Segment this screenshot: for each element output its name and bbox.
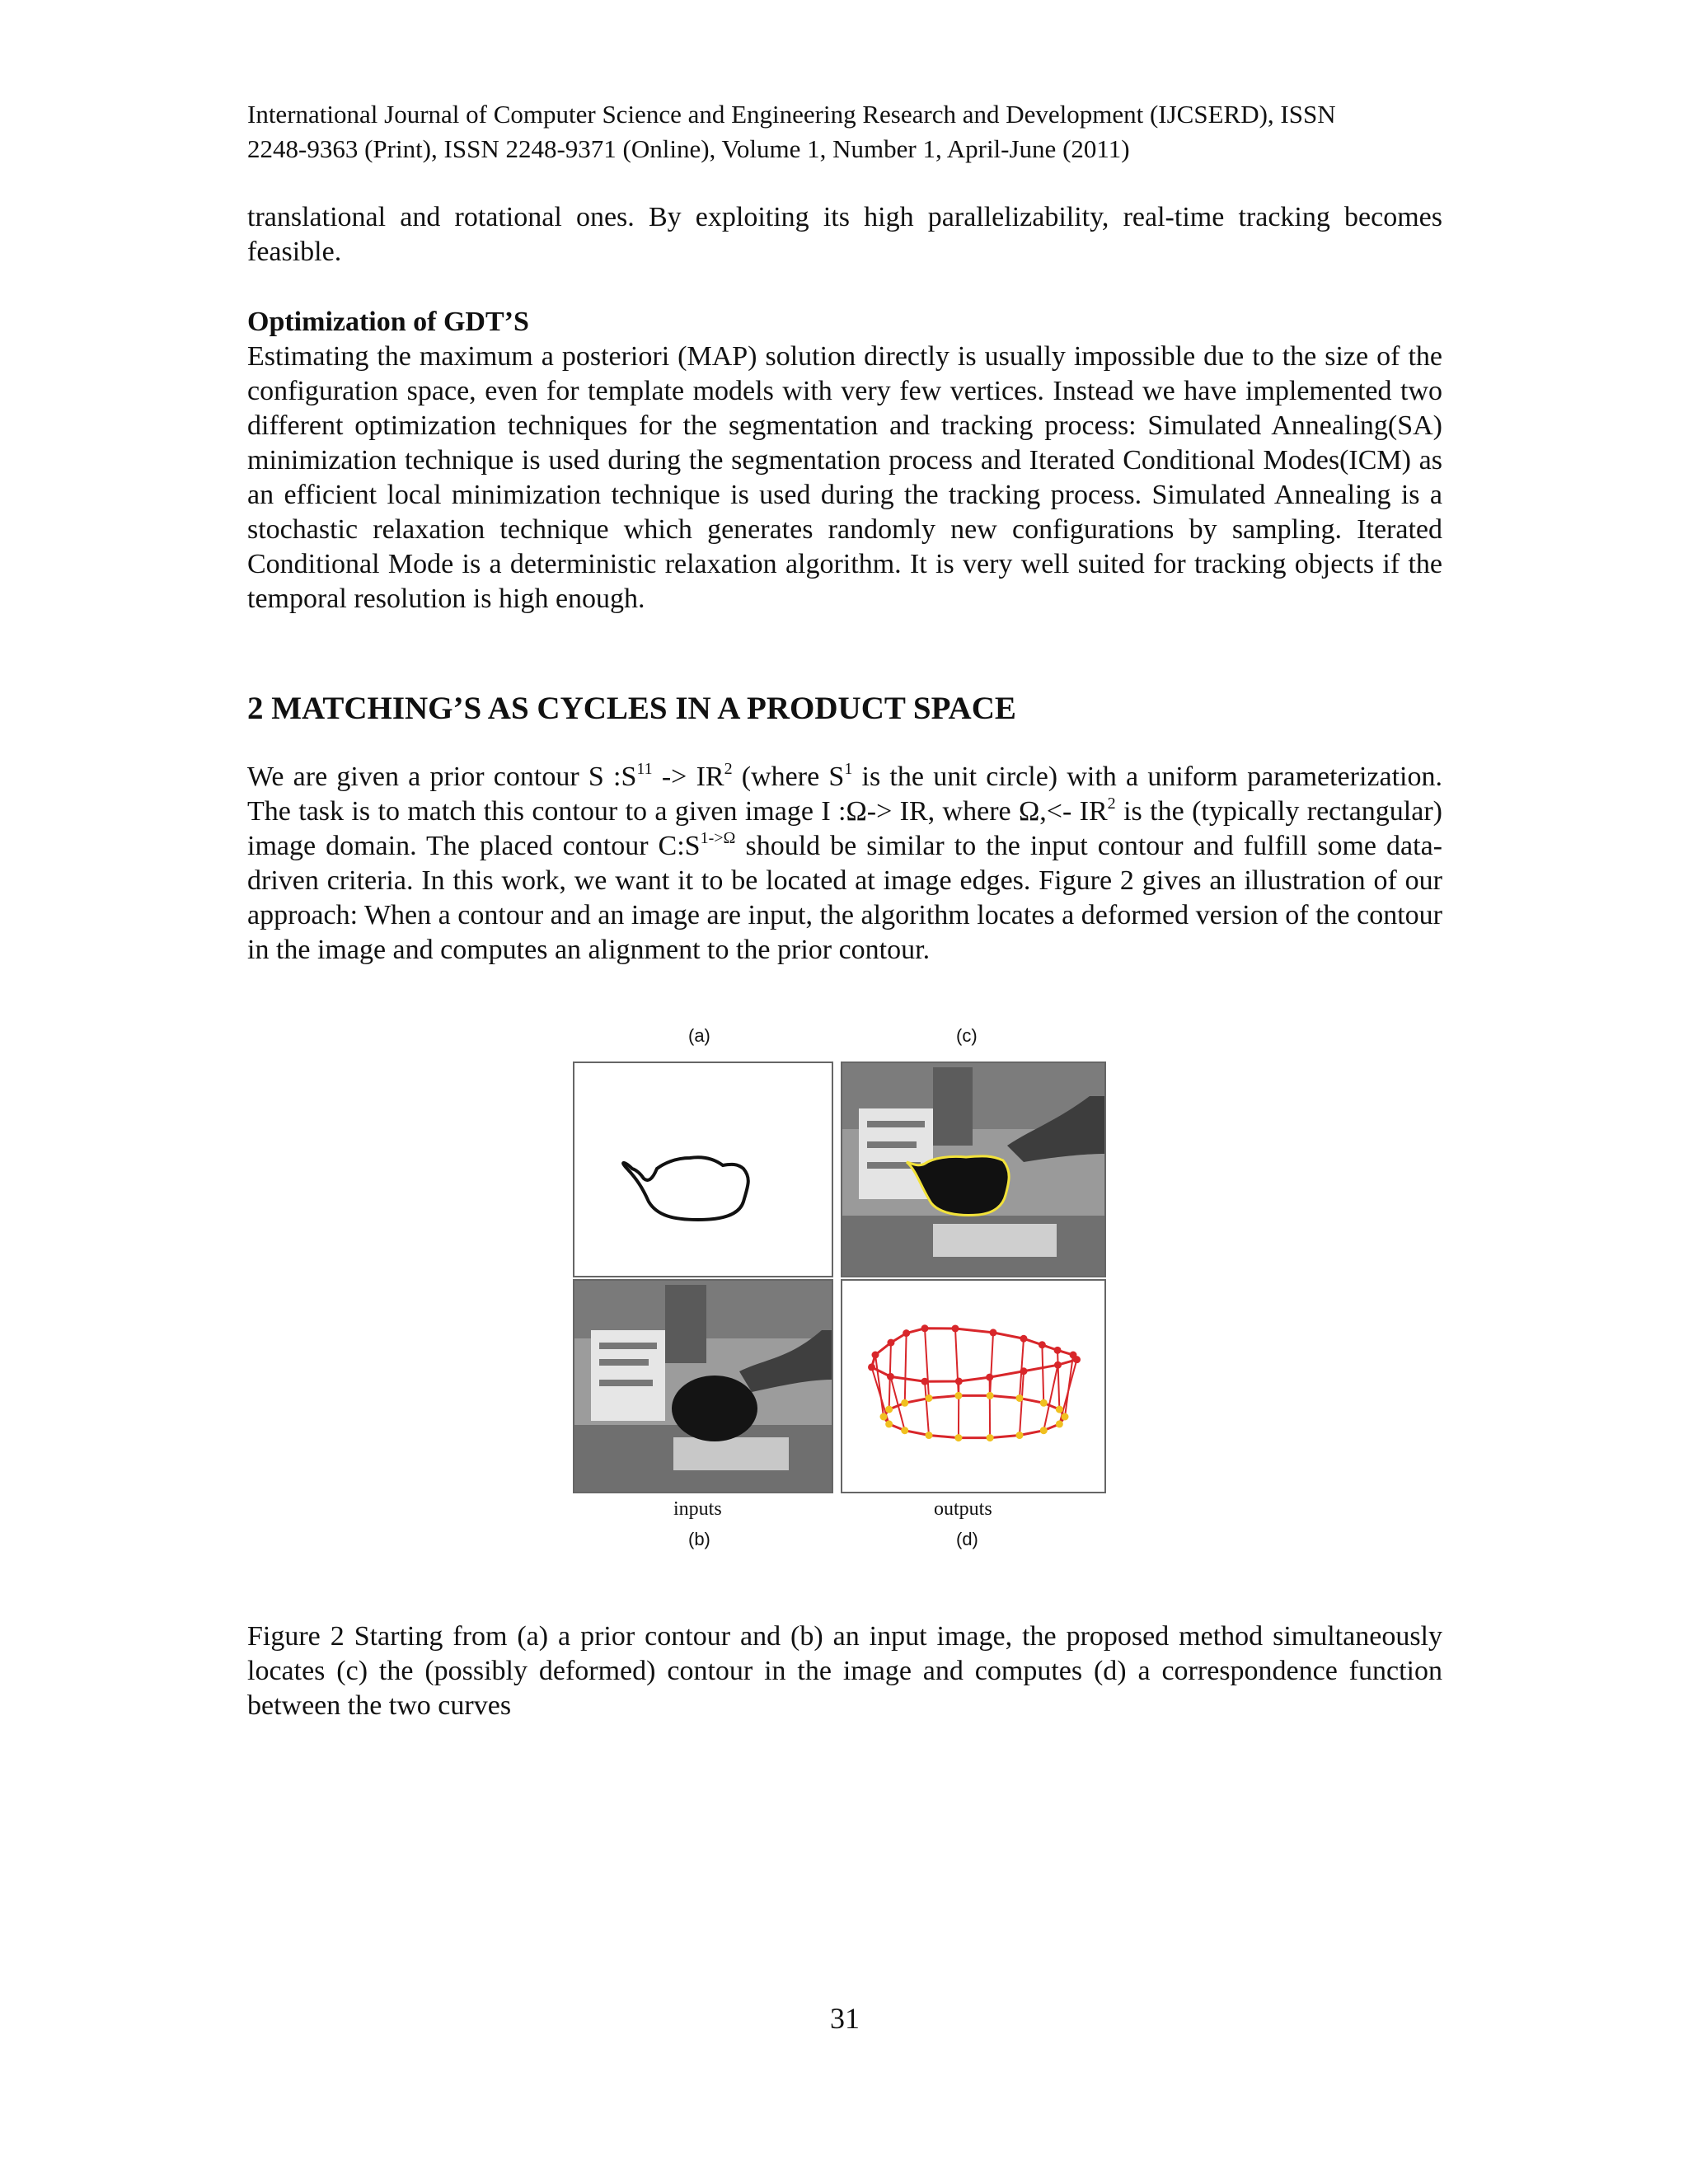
text-run: (where S bbox=[732, 762, 845, 792]
correspondence-line bbox=[1043, 1365, 1057, 1431]
correspondence-point bbox=[1039, 1341, 1046, 1348]
correspondence-point bbox=[1073, 1356, 1081, 1363]
panel-c-located-contour bbox=[841, 1062, 1106, 1277]
correspondence-point bbox=[872, 1352, 879, 1359]
journal-header bbox=[247, 97, 1442, 166]
correspondence-point bbox=[887, 1373, 894, 1380]
correspondence-point bbox=[926, 1432, 933, 1439]
figure-2 bbox=[573, 1025, 1125, 1576]
correspondence-point bbox=[955, 1378, 963, 1385]
correspondence-point bbox=[887, 1339, 894, 1347]
superscript: 11 bbox=[636, 760, 653, 778]
correspondence-point bbox=[1040, 1427, 1048, 1434]
intro-paragraph: translational and rotational ones. By exploiting its high parallelizability, real-time tracking becomes feasible. bbox=[247, 202, 1442, 267]
journal-header-line2: 2248-9363 (Print), ISSN 2248-9371 (Online), Volume 1, Number 1, April-June (2011) bbox=[247, 134, 1130, 163]
top-contour-ring bbox=[872, 1329, 1077, 1381]
correspondence-point bbox=[987, 1392, 994, 1399]
figure-inputs-label: inputs bbox=[673, 1498, 722, 1520]
correspondence-point bbox=[901, 1399, 908, 1407]
correspondence-point bbox=[901, 1427, 908, 1434]
superscript: 1 bbox=[844, 760, 853, 778]
correspondence-point bbox=[951, 1324, 959, 1332]
correspondence-line bbox=[1057, 1350, 1059, 1409]
prior-contour-shape bbox=[623, 1157, 748, 1220]
page-number: 31 bbox=[830, 2002, 860, 2035]
correspondence-point bbox=[1020, 1335, 1028, 1343]
teapot-contour-graphic bbox=[574, 1063, 832, 1276]
superscript: 2 bbox=[724, 760, 733, 778]
figure-label-b: (b) bbox=[688, 1529, 710, 1549]
panel-a-prior-contour bbox=[573, 1062, 833, 1277]
journal-header-line1: International Journal of Computer Science and Engineering Research and Development (IJCSERD), ISSN bbox=[247, 100, 1336, 129]
correspondence-line bbox=[990, 1333, 993, 1395]
correspondence-line bbox=[955, 1329, 959, 1395]
correspondence-point bbox=[885, 1420, 893, 1427]
correspondence-graphic bbox=[842, 1281, 1104, 1492]
figure-2-caption: Figure 2 Starting from (a) a prior contour and (b) an input image, the proposed method simultaneously locates (c) the (possibly deformed) contour in the image and computes (d) a correspondence function between the two curves bbox=[247, 1621, 1442, 1721]
correspondence-point bbox=[1020, 1367, 1028, 1375]
correspondence-point bbox=[1054, 1347, 1062, 1354]
correspondence-point bbox=[880, 1413, 888, 1421]
section-2-paragraph bbox=[247, 760, 1442, 968]
text-run: We are given a prior contour S :S bbox=[247, 762, 637, 792]
correspondence-point bbox=[926, 1394, 933, 1402]
text-run: is the (typically rectangular) image domain. The placed contour C:S bbox=[247, 796, 1442, 861]
correspondence-point bbox=[990, 1329, 997, 1336]
correspondence-point bbox=[1016, 1394, 1024, 1402]
text-run: is the unit circle) with a uniform parameterization. The task is to match this contour to a given image I :Ω-> IR, where Ω,<- IR bbox=[247, 762, 1442, 827]
figure-label-d: (d) bbox=[956, 1529, 978, 1549]
correspondence-point bbox=[921, 1378, 929, 1385]
text-run: -> IR bbox=[652, 762, 724, 792]
correspondence-line bbox=[905, 1333, 907, 1404]
optimization-heading: Optimization of GDT’S bbox=[247, 307, 529, 337]
correspondence-point bbox=[1054, 1361, 1062, 1369]
section-2-heading: 2 MATCHING’S AS CYCLES IN A PRODUCT SPACE bbox=[247, 691, 1016, 726]
correspondence-point bbox=[885, 1406, 893, 1413]
correspondence-point bbox=[903, 1329, 910, 1337]
correspondence-point bbox=[1016, 1432, 1024, 1439]
correspondence-point bbox=[986, 1374, 993, 1381]
located-contour-graphic bbox=[842, 1063, 1104, 1276]
correspondence-point bbox=[954, 1434, 962, 1441]
input-photo-graphic bbox=[574, 1281, 832, 1492]
correspondence-point bbox=[1056, 1420, 1063, 1427]
superscript: 2 bbox=[1107, 794, 1116, 813]
text-run: should be similar to the input contour and fulfill some data-driven criteria. In this work, we want it to be located at image edges. Figure 2 gives an illustration of our approach: When a contour and an image are input, the algorithm locates a deformed version of the contour in the image and computes an alignment to the prior contour. bbox=[247, 831, 1442, 965]
figure-label-a: (a) bbox=[688, 1025, 710, 1046]
figure-outputs-label: outputs bbox=[934, 1498, 992, 1520]
correspondence-point bbox=[954, 1392, 962, 1399]
bottom-contour-ring bbox=[884, 1395, 1065, 1437]
superscript: 1->Ω bbox=[700, 829, 736, 847]
correspondence-point bbox=[868, 1363, 875, 1371]
correspondence-point bbox=[1062, 1413, 1069, 1421]
correspondence-point bbox=[1056, 1406, 1063, 1413]
correspondence-line bbox=[1042, 1345, 1043, 1403]
figure-label-c: (c) bbox=[956, 1025, 978, 1046]
correspondence-point bbox=[921, 1324, 929, 1332]
optimization-paragraph: Estimating the maximum a posteriori (MAP) solution directly is usually impossible due to the size of the configuration space, even for template models with very few vertices. Instead we have implemented two different optimization techniques for the segmentation and tracking process: Simulated Annealing(SA) minimization technique is used during the segmentation process and Iterated Conditional Modes(ICM) as an efficient local minimization technique is used during the tracking process. Simulated Annealing is a stochastic relaxation technique which generates randomly new configurations by sampling. Iterated Conditional Mode is a deterministic relaxation algorithm. It is very well suited for tracking objects if the temporal resolution is high enough. bbox=[247, 341, 1442, 614]
panel-b-input-image bbox=[573, 1279, 833, 1493]
correspondence-point bbox=[1040, 1399, 1048, 1407]
correspondence-point bbox=[987, 1434, 994, 1441]
panel-d-correspondence bbox=[841, 1279, 1106, 1493]
